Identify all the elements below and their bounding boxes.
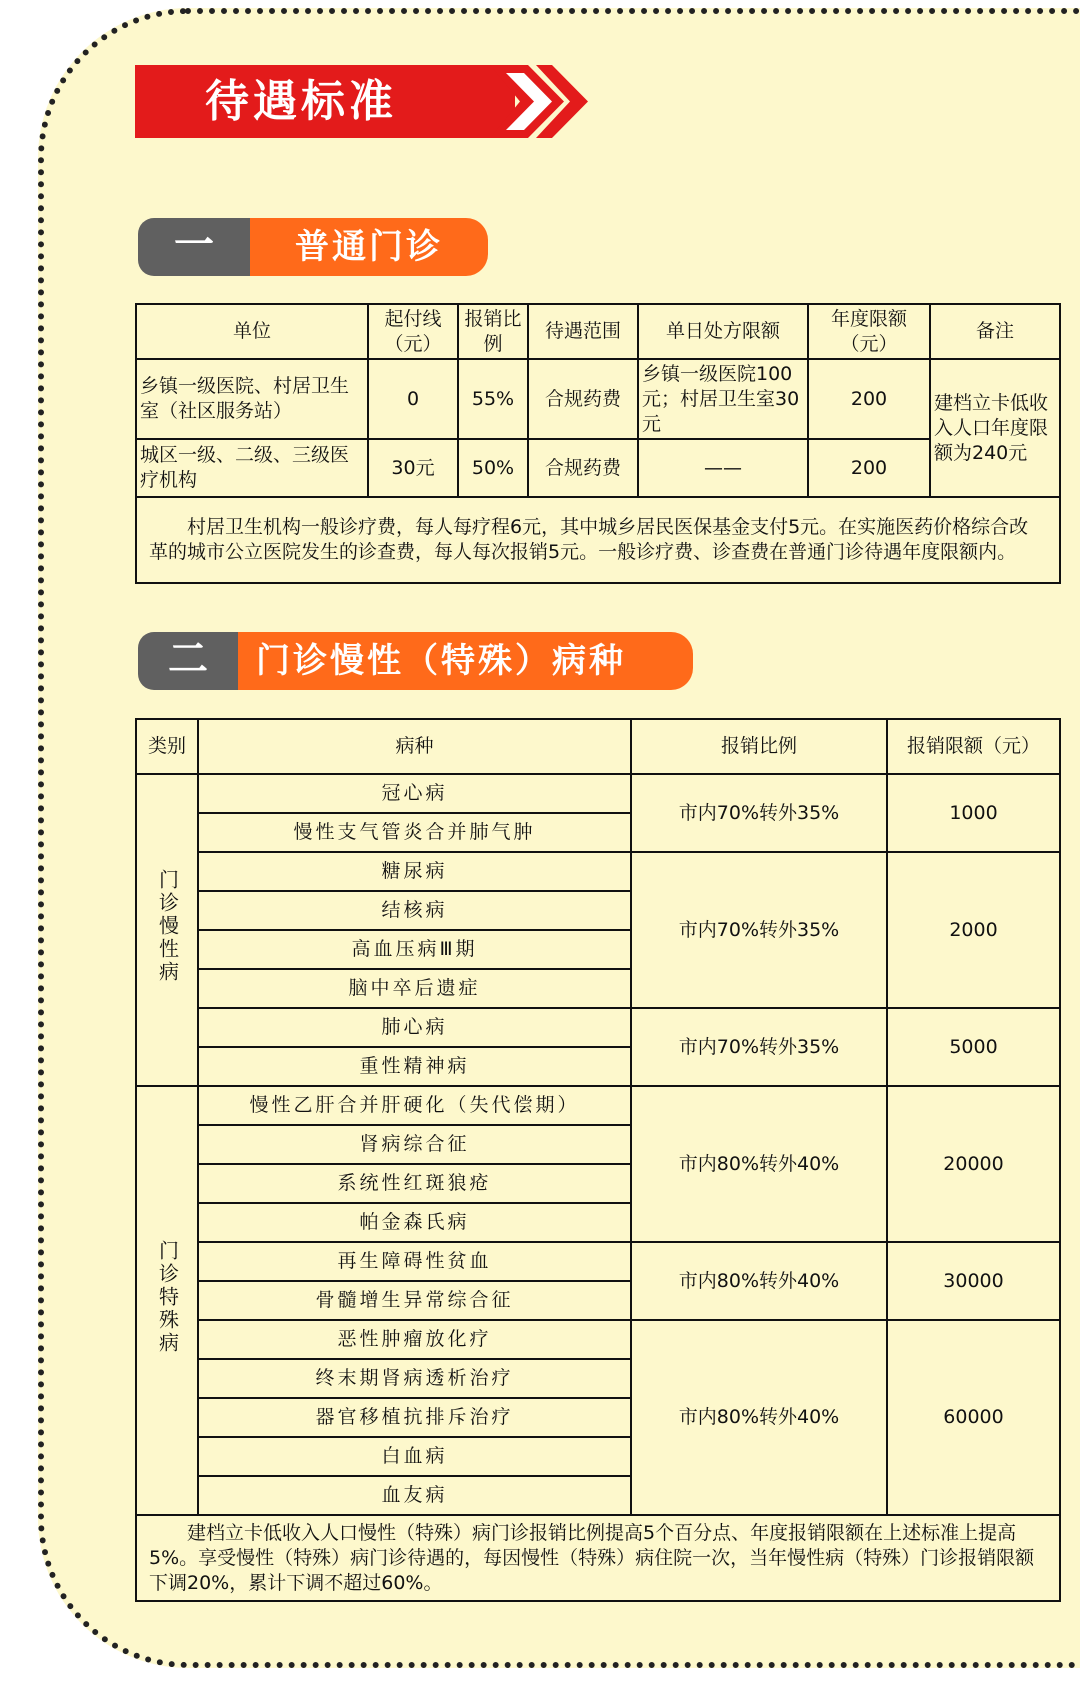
ratio-cell: 市内70%转外35% bbox=[631, 852, 887, 1008]
daily-limit-cell: —— bbox=[638, 439, 808, 497]
chronic-disease-table bbox=[135, 718, 1061, 1602]
disease-cell: 高血压病Ⅲ期 bbox=[198, 930, 631, 969]
disease-cell: 终末期肾病透析治疗 bbox=[198, 1359, 631, 1398]
section-title: 普通门诊 bbox=[250, 218, 488, 276]
ratio-cell: 市内80%转外40% bbox=[631, 1242, 887, 1320]
disease-cell: 脑中卒后遗症 bbox=[198, 969, 631, 1008]
disease-cell: 恶性肿瘤放化疗 bbox=[198, 1320, 631, 1359]
limit-cell: 5000 bbox=[887, 1008, 1060, 1086]
disease-cell: 再生障碍性贫血 bbox=[198, 1242, 631, 1281]
table-row bbox=[136, 359, 1060, 439]
remark-cell: 建档立卡低收入人口年度限额为240元 bbox=[930, 359, 1060, 497]
limit-cell: 60000 bbox=[887, 1320, 1060, 1515]
limit-cell: 2000 bbox=[887, 852, 1060, 1008]
deductible-cell: 0 bbox=[368, 359, 458, 439]
limit-cell: 1000 bbox=[887, 774, 1060, 852]
table-row bbox=[136, 439, 1060, 497]
disease-cell: 重性精神病 bbox=[198, 1047, 631, 1086]
column-header: 报销比例 bbox=[458, 304, 528, 359]
disease-cell: 肺心病 bbox=[198, 1008, 631, 1047]
section-number: 二 bbox=[138, 632, 238, 690]
ratio-cell: 市内80%转外40% bbox=[631, 1086, 887, 1242]
disease-cell: 器官移植抗排斥治疗 bbox=[198, 1398, 631, 1437]
disease-cell: 骨髓增生异常综合征 bbox=[198, 1281, 631, 1320]
section-number: 一 bbox=[138, 218, 250, 276]
disease-cell: 血友病 bbox=[198, 1476, 631, 1515]
annual-limit-cell: 200 bbox=[808, 359, 930, 439]
title-banner bbox=[135, 65, 590, 138]
unit-cell: 乡镇一级医院、村居卫生室（社区服务站） bbox=[136, 359, 368, 439]
section-note: 建档立卡低收入人口慢性（特殊）病门诊报销比例提高5个百分点、年度报销限额在上述标准上提高5%。享受慢性（特殊）病门诊待遇的，每因慢性（特殊）病住院一次，当年慢性病（特殊）门诊报销限额下调20%，累计下调不超过60%。 bbox=[136, 1515, 1060, 1601]
section-header-1 bbox=[138, 218, 488, 276]
unit-cell: 城区一级、二级、三级医疗机构 bbox=[136, 439, 368, 497]
column-header: 待遇范围 bbox=[528, 304, 638, 359]
table-row bbox=[136, 1086, 1060, 1125]
section-title: 门诊慢性（特殊）病种 bbox=[238, 632, 693, 690]
column-header: 起付线（元） bbox=[368, 304, 458, 359]
ratio-cell: 市内70%转外35% bbox=[631, 1008, 887, 1086]
disease-cell: 慢性支气管炎合并肺气肿 bbox=[198, 813, 631, 852]
section-header-2 bbox=[138, 632, 693, 690]
category-label: 门诊特殊病 bbox=[155, 1239, 180, 1355]
chevron-arrows-icon bbox=[490, 65, 590, 138]
limit-cell: 30000 bbox=[887, 1242, 1060, 1320]
column-header: 单日处方限额 bbox=[638, 304, 808, 359]
annual-limit-cell: 200 bbox=[808, 439, 930, 497]
disease-cell: 结核病 bbox=[198, 891, 631, 930]
limit-cell: 20000 bbox=[887, 1086, 1060, 1242]
column-header: 年度限额（元） bbox=[808, 304, 930, 359]
column-header: 报销比例 bbox=[631, 719, 887, 774]
note-row bbox=[136, 1515, 1060, 1601]
disease-cell: 系统性红斑狼疮 bbox=[198, 1164, 631, 1203]
ratio-cell: 50% bbox=[458, 439, 528, 497]
section-note: 村居卫生机构一般诊疗费，每人每疗程6元，其中城乡居民医保基金支付5元。在实施医药价格综合改革的城市公立医院发生的诊查费，每人每次报销5元。一般诊疗费、诊查费在普通门诊待遇年度限额内。 bbox=[136, 497, 1060, 583]
column-header: 备注 bbox=[930, 304, 1060, 359]
table-row bbox=[136, 1320, 1060, 1359]
note-row bbox=[136, 497, 1060, 583]
table-row bbox=[136, 852, 1060, 891]
scope-cell: 合规药费 bbox=[528, 439, 638, 497]
column-header: 类别 bbox=[136, 719, 198, 774]
category-cell bbox=[136, 774, 198, 1086]
page-title: 待遇标准 bbox=[205, 76, 397, 127]
ratio-cell: 市内70%转外35% bbox=[631, 774, 887, 852]
disease-cell: 糖尿病 bbox=[198, 852, 631, 891]
table-header-row bbox=[136, 304, 1060, 359]
disease-cell: 冠心病 bbox=[198, 774, 631, 813]
deductible-cell: 30元 bbox=[368, 439, 458, 497]
outpatient-table bbox=[135, 303, 1061, 584]
disease-cell: 帕金森氏病 bbox=[198, 1203, 631, 1242]
table-header-row bbox=[136, 719, 1060, 774]
column-header: 报销限额（元） bbox=[887, 719, 1060, 774]
disease-cell: 白血病 bbox=[198, 1437, 631, 1476]
table-row bbox=[136, 774, 1060, 813]
ratio-cell: 55% bbox=[458, 359, 528, 439]
table-row bbox=[136, 1242, 1060, 1281]
table-row bbox=[136, 1008, 1060, 1047]
daily-limit-cell: 乡镇一级医院100元；村居卫生室30元 bbox=[638, 359, 808, 439]
category-cell bbox=[136, 1086, 198, 1515]
disease-cell: 慢性乙肝合并肝硬化（失代偿期） bbox=[198, 1086, 631, 1125]
column-header: 病种 bbox=[198, 719, 631, 774]
scope-cell: 合规药费 bbox=[528, 359, 638, 439]
ratio-cell: 市内80%转外40% bbox=[631, 1320, 887, 1515]
category-label: 门诊慢性病 bbox=[155, 869, 180, 984]
column-header: 单位 bbox=[136, 304, 368, 359]
disease-cell: 肾病综合征 bbox=[198, 1125, 631, 1164]
